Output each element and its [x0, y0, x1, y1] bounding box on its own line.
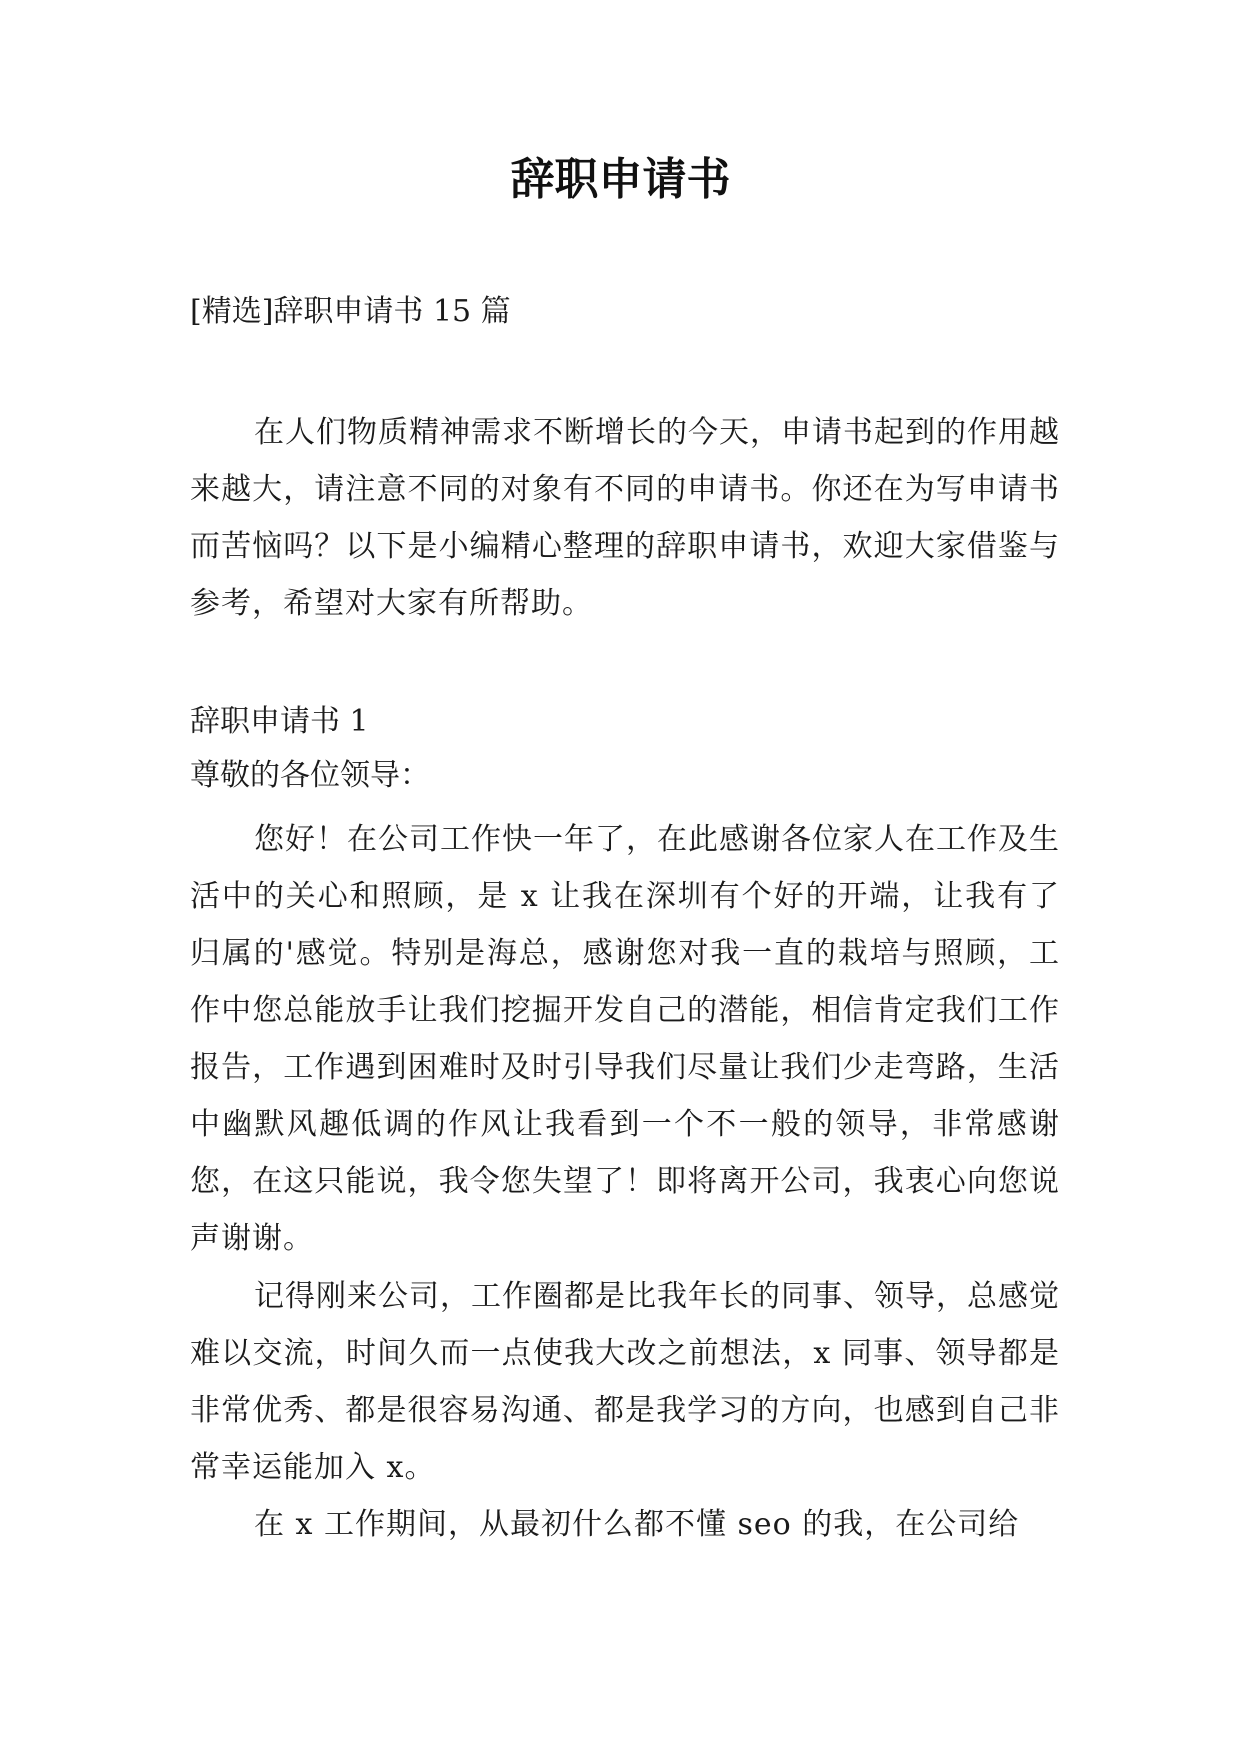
document-subtitle: [精选]辞职申请书 15 篇 — [190, 294, 511, 329]
letter-paragraph: 在 x 工作期间，从最初什么都不懂 seo 的我，在公司给 — [254, 1507, 1020, 1542]
letter-paragraph: 您好！在公司工作快一年了，在此感谢各位家人在工作及生活中的关心和照顾，是 x 让我在深圳有个好的开端，让我有了归属的'感觉。特别是海总，感谢您对我一直的栽培与照顾，工作中您总能放手让我们挖掘开发自己的潜能，相信肯定我们工作报告，工作遇到困难时及时引导我们尽量让我们少走弯路，生活中幽默风趣低调的作风让我看到一个不一般的领导，非常感谢您，在这只能说，我令您失望了！即将离开公司，我衷心向您说声谢谢。 — [190, 822, 1060, 1256]
letter-paragraph: 记得刚来公司，工作圈都是比我年长的同事、领导，总感觉难以交流，时间久而一点使我大改之前想法，x 同事、领导都是非常优秀、都是很容易沟通、都是我学习的方向，也感到自己非常幸运能加入 x。 — [190, 1279, 1060, 1485]
intro-paragraph: 在人们物质精神需求不断增长的今天，申请书起到的作用越来越大，请注意不同的对象有不同的申请书。你还在为写申请书而苦恼吗？以下是小编精心整理的辞职申请书，欢迎大家借鉴与参考，希望对大家有所帮助。 — [190, 415, 1060, 621]
document-title: 辞职申请书 — [510, 154, 731, 205]
letter-salutation: 尊敬的各位领导： — [190, 758, 430, 793]
letter-title: 辞职申请书 1 — [190, 704, 369, 739]
